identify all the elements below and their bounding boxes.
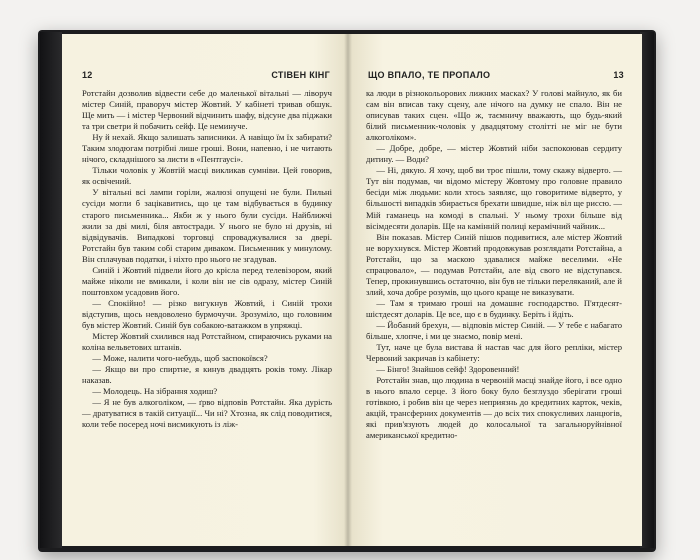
page-number: 13 — [613, 70, 624, 80]
running-head: СТІВЕН КІНГ — [271, 70, 330, 80]
running-head: ЩО ВПАЛО, ТЕ ПРОПАЛО — [368, 70, 491, 80]
paragraph: Ротстайн знав, що людина в червоній масці знайде його, і все одно в нього впало серце. З його боку було безглуздо зберігати гроші готівкою, і робив він це через неприязнь до кредитних карток, чеків, акцій, трансферних документів — до всіх тих спокусливих ланцюгів, які прив'язують людей до колосальної та загальноруйнівної американської кредитно- — [366, 375, 622, 441]
paragraph: — Я не був алкоголіком, — ґрво відповів Ротстайн. Яка дурість — дратуватися в такій ситуації... Чи ні? Хтозна, як слід поводитися, коли тебе посеред ночі висмикують із ліж- — [82, 397, 332, 430]
cover-edge-right — [640, 32, 654, 548]
paragraph: — Може, налити чого-небудь, щоб заспокоївся? — [92, 353, 268, 364]
book-gutter — [344, 34, 352, 546]
right-page-text — [366, 88, 622, 442]
paragraph: — Якщо ви про спиртне, я кинув двадцять років тому. Лікар наказав. — [82, 364, 332, 386]
paragraph: Він показав. Містер Синій пішов подивитися, але містер Жовтий не ворухнувся. Містер Жовтий продовжував розглядати Ротстайна, а Ротстайн, що за маскою здавалися майже веселими. «Не спрацювало», — подумав Ротстайн, але від свого не відступався. Тепер, прокинувшись остаточно, він був не тільки переляканий, але й злий, хоча добре розумів, що цього краще не виказувати. — [366, 231, 622, 297]
paragraph: Тільки чоловік у Жовтій масці викликав сумніви. Цей говорив, як освічений. — [82, 165, 332, 187]
page-number: 12 — [82, 70, 93, 80]
right-page — [348, 34, 642, 546]
paragraph: — Молодець. На зібрання ходиш? — [92, 386, 218, 397]
paragraph: Тут, наче це була вистава й настав час для його репліки, містер Червоний закричав із кабінету: — [366, 342, 622, 364]
paragraph: Синій і Жовтий підвели його до крісла перед телевізором, який майже ніколи не вмикали, і коли він не сів одразу, містер Синій поштовхом усадовив його. — [82, 264, 332, 297]
paragraph: — Там я тримаю гроші на домашнє господарство. П'ятдесят-шістдесят доларів. Це все, що є в будинку. Беріть і йдіть. — [366, 297, 622, 319]
right-page-header — [368, 70, 624, 84]
paragraph: — Ні, дякую. Я хочу, щоб ви троє пішли, тому скажу відверто. — Тут він подумав, чи відомо містеру Жовтому про головне правило бесіди між людьми: коли хтось заявляє, що говоритиме відверто, у більшості випадків збирається брехати швидше, ніж віл ще риссю. — Мій гаманець на комоді в спальні. У ньому трохи більше від вісімдесяти доларів. Ще на камінній полиці керамічний чайник... — [366, 165, 622, 231]
left-page-text — [82, 88, 332, 430]
paragraph: — Добре, добре, — містер Жовтий ніби заспокоював сердиту дитину. — Води? — [366, 143, 622, 165]
paragraph: — Бінго! Знайшов сейф! Здоровенний! — [376, 364, 520, 375]
cover-edge-left — [40, 32, 62, 548]
paragraph: У вітальні всі лампи горіли, жалюзі опущені не були. Пильні сусіди могли б зацікавитись, що це там відбувається в будинку старого письменника... Якби ж у нього були сусіди. Найближчі жили за дві милі, біля автостради. У нього не було ні друзів, ні відвідувачів. Випадкові торговці спроваджувалися за двері. Ротстайн був таким собі старим диваком. Письменник у минулому. Він сплачував податки, і ніхто про нього не згадував. — [82, 187, 332, 264]
left-page — [62, 34, 348, 546]
paragraph: Ротстайн дозволив відвести себе до маленької вітальні — ліворуч містер Синій, праворуч містер Жовтий. У кабінеті тривав обшук. Ще мить — і містер Червоний відчинить шафу, відсуне два піджаки та три светри й побачить сейф. Це неминуче. — [82, 88, 332, 132]
paragraph: ка люди в різнокольорових лижних масках? У голові майнуло, як би сам він вписав таку сцену, але нічого на думку не спало. Він не описував таких сцен. «Що ж, таємничу вважають, що будь-який білий письменник-чоловік у двадцятому столітті не міг не бути алкоголіком». — [366, 88, 622, 143]
paragraph: — Спокійно! — різко вигукнув Жовтий, і Синій трохи відступив, щось невдоволено бурмочучи. Зрозуміло, що головним був містер Жовтий. Синій був собакою-ватажком в упряжці. — [82, 297, 332, 330]
paragraph: Містер Жовтий схилився над Ротстайном, спираючись руками на коліна вельветових штанів. — [82, 331, 332, 353]
paragraph: — Йобаний брехун, — відповів містер Синій. — У тебе є набагато більше, хлопче, і ми це знаємо, повір мені. — [366, 319, 622, 342]
paragraph: Ну й нехай. Якщо залишать записники. А навіщо їм їх забирати? Таким злодюгам потрібні лише гроші. Вони, напевно, і не читають нічого, складнішого за листи в «Пентгаусі». — [82, 132, 332, 165]
left-page-header — [82, 70, 330, 84]
